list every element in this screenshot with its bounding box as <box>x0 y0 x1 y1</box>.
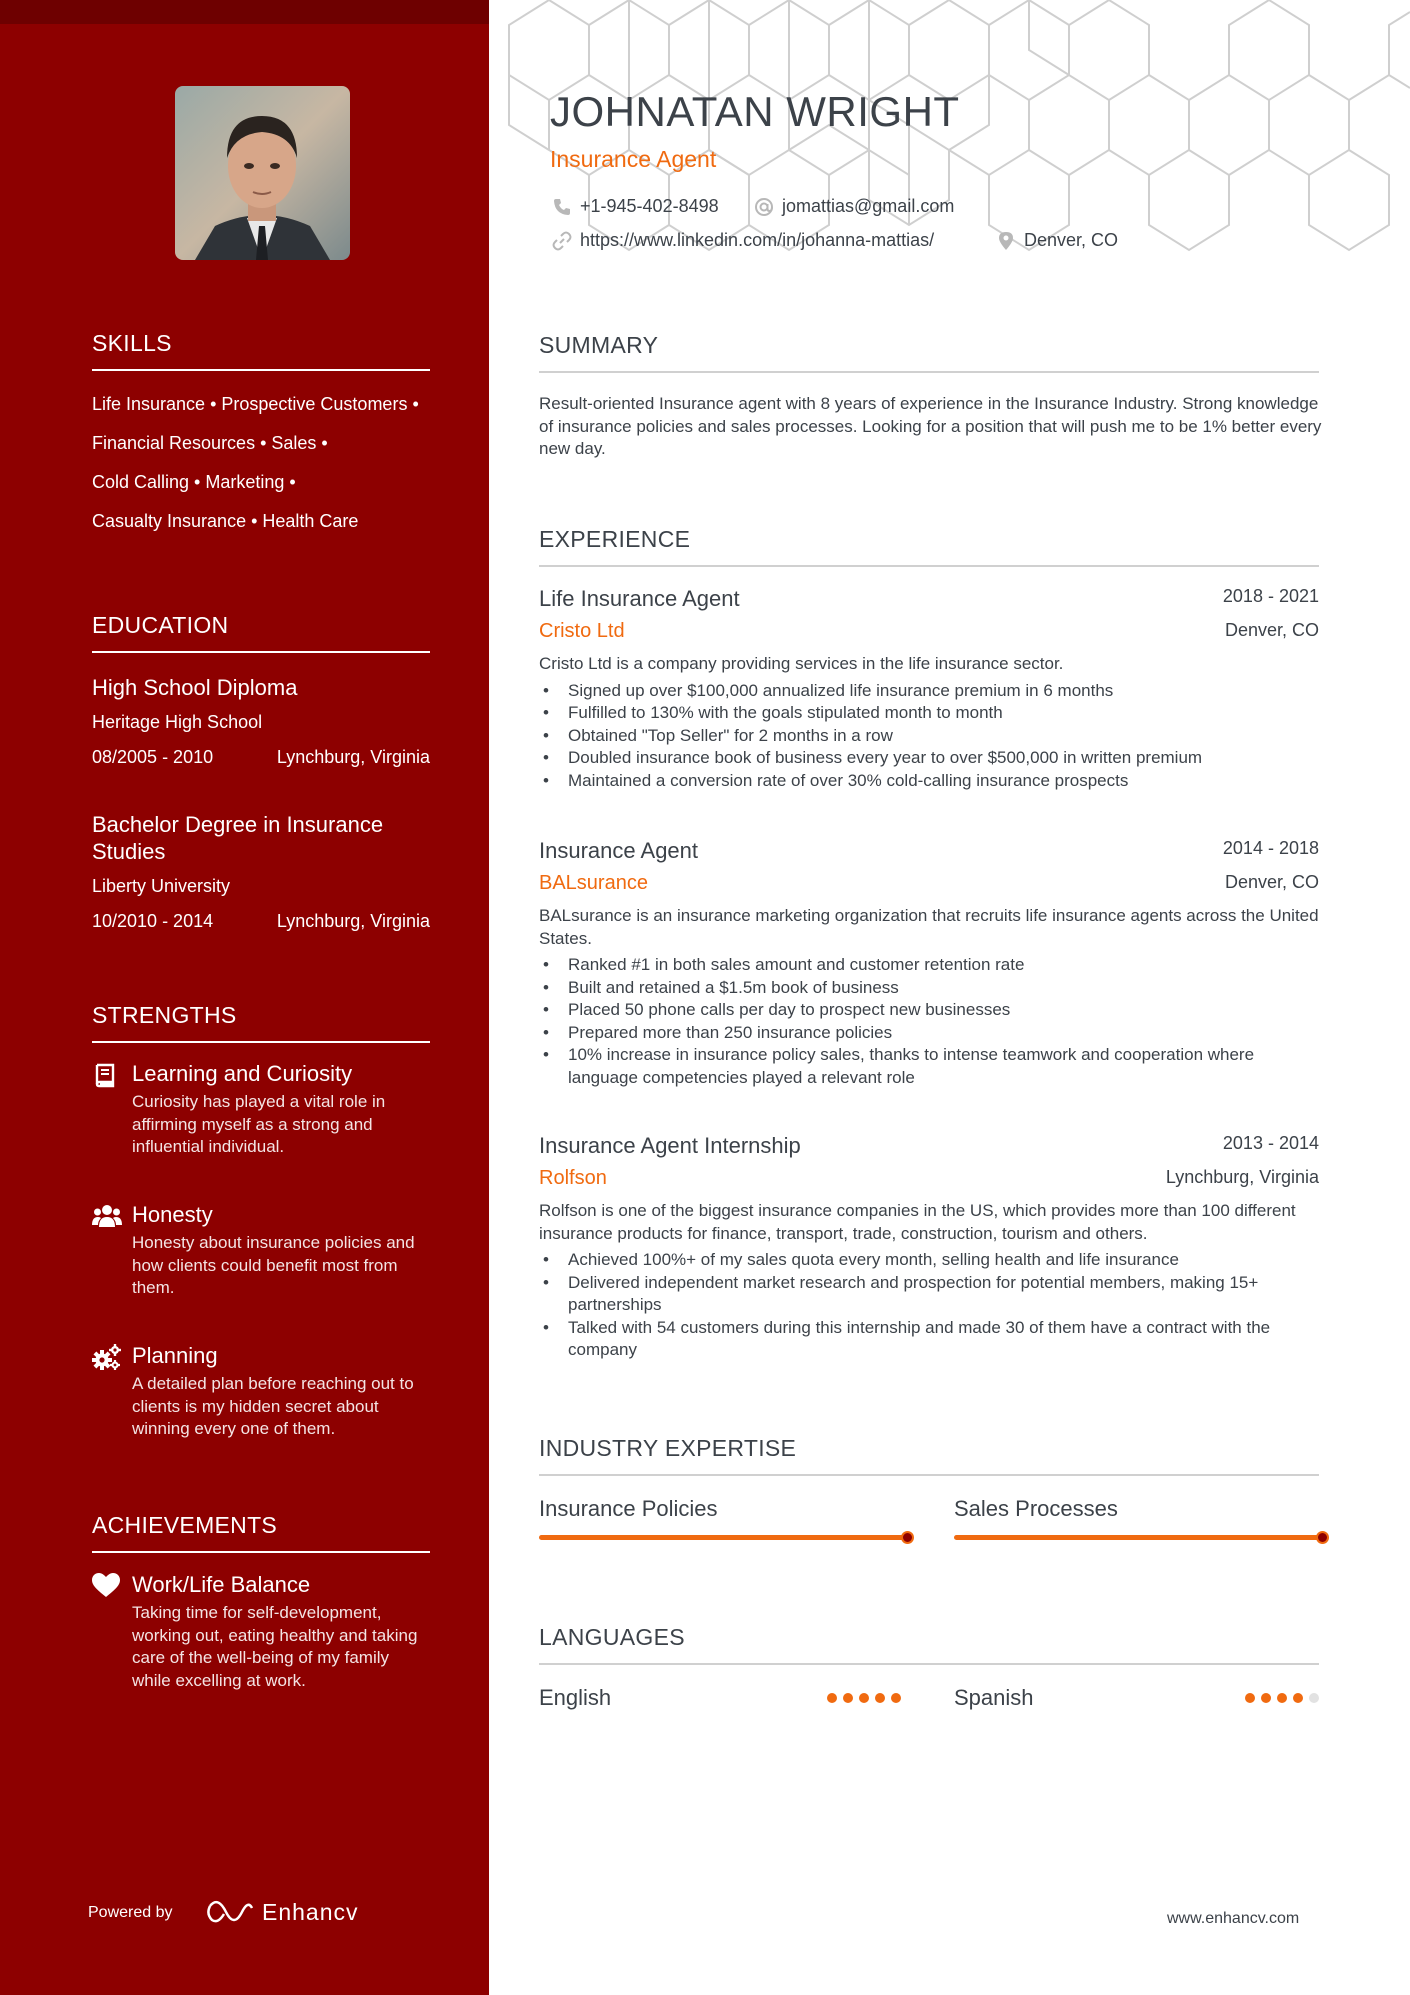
experience-title: EXPERIENCE <box>539 526 1319 567</box>
job-description: Cristo Ltd is a company providing services in the life insurance sector. <box>539 654 1064 673</box>
education-dates: 08/2005 - 2010 <box>92 747 214 767</box>
job-entry <box>539 838 1319 1089</box>
education-school: Liberty University <box>92 876 231 896</box>
job-bullet: • Fulfilled to 130% with the goals stipulated month to month <box>539 702 1319 725</box>
job-company: Rolfson <box>539 1167 607 1189</box>
achievements-title: ACHIEVEMENTS <box>92 1512 430 1553</box>
linkedin-url: https://www.linkedin.com/in/johanna-mattias/ <box>580 230 935 250</box>
link-icon <box>552 231 572 251</box>
education-item <box>92 674 430 768</box>
skills-line: Cold Calling • Marketing • <box>92 472 296 492</box>
strength-title: Learning and Curiosity <box>132 1061 353 1086</box>
language-item <box>954 1685 1319 1711</box>
email-contact[interactable] <box>754 196 954 217</box>
strength-desc: A detailed plan before reaching out to clients is my hidden secret about winning every one of them. <box>132 1374 414 1438</box>
level-dot-filled <box>843 1693 853 1703</box>
expertise-knob <box>1316 1531 1329 1544</box>
language-level-dots <box>1245 1693 1319 1703</box>
job-bullet: • Prepared more than 250 insurance policies <box>539 1022 1319 1045</box>
job-title: Life Insurance Agent <box>539 586 740 611</box>
expertise-label: Insurance Policies <box>539 1496 718 1521</box>
job-location: Lynchburg, Virginia <box>1165 1167 1319 1187</box>
expertise-title: INDUSTRY EXPERTISE <box>539 1435 1319 1476</box>
job-bullet: • Signed up over $100,000 annualized life insurance premium in 6 months <box>539 680 1319 703</box>
skills-line: Financial Resources • Sales • <box>92 433 328 453</box>
phone-icon <box>552 197 572 217</box>
education-degree: High School Diploma <box>92 675 298 700</box>
education-location: Lynchburg, Virginia <box>276 747 430 767</box>
at-icon <box>754 197 774 217</box>
languages-title: LANGUAGES <box>539 1624 1319 1665</box>
strengths-title: STRENGTHS <box>92 1002 430 1043</box>
strength-item <box>92 1060 432 1159</box>
job-entry <box>539 1133 1319 1362</box>
language-item <box>539 1685 901 1711</box>
sidebar-top-band <box>0 0 489 24</box>
job-dates: 2014 - 2018 <box>1222 838 1319 858</box>
job-bullet: • Placed 50 phone calls per day to prospect new businesses <box>539 999 1319 1022</box>
education-item <box>92 811 430 932</box>
expertise-knob <box>901 1531 914 1544</box>
job-bullet: • Doubled insurance book of business every year to over $500,000 in written premium <box>539 747 1319 770</box>
level-dot-filled <box>1261 1693 1271 1703</box>
job-bullet: • Obtained "Top Seller" for 2 months in a row <box>539 725 1319 748</box>
job-entry <box>539 586 1319 792</box>
job-bullet: • Built and retained a $1.5m book of business <box>539 977 1319 1000</box>
job-company: Cristo Ltd <box>539 620 625 642</box>
job-title: Insurance Agent <box>539 838 699 863</box>
level-dot-filled <box>875 1693 885 1703</box>
job-location: Denver, CO <box>1224 872 1319 892</box>
heart-icon <box>92 1573 120 1599</box>
level-dot-filled <box>1245 1693 1255 1703</box>
enhancv-logo-icon <box>206 1898 254 1926</box>
website-link[interactable]: www.enhancv.com <box>1167 1910 1300 1927</box>
summary-text: Result-oriented Insurance agent with 8 years of experience in the Insurance Industry. Strong knowledge of insurance policies and sales processes. Looking for a position that will push me to be 1% better every new day. <box>539 394 1322 458</box>
location-text: Denver, CO <box>1024 230 1119 250</box>
expertise-item <box>954 1496 1324 1522</box>
achievement-title: Work/Life Balance <box>132 1572 311 1597</box>
language-name: English <box>539 1685 612 1710</box>
job-description: BALsurance is an insurance marketing organization that recruits life insurance agents across the United States. <box>539 906 1319 948</box>
level-dot-filled <box>1277 1693 1287 1703</box>
gears-icon <box>92 1344 120 1370</box>
enhancv-logo[interactable] <box>206 1898 359 1926</box>
enhancv-brand-name: Enhancv <box>262 1898 359 1925</box>
education-location: Lynchburg, Virginia <box>276 911 430 931</box>
job-dates: 2013 - 2014 <box>1222 1133 1319 1153</box>
education-dates: 10/2010 - 2014 <box>92 911 214 931</box>
sidebar <box>0 0 489 1995</box>
job-dates: 2018 - 2021 <box>1222 586 1319 606</box>
education-school: Heritage High School <box>92 712 263 732</box>
candidate-name: JOHNATAN WRIGHT <box>550 88 960 135</box>
phone-contact[interactable] <box>552 196 719 217</box>
job-title: Insurance Agent Internship <box>539 1133 801 1158</box>
strength-item <box>92 1342 432 1441</box>
achievement-desc: Taking time for self-development, working out, eating healthy and taking care of the well-being of my family while excelling at work. <box>132 1603 418 1690</box>
users-icon <box>92 1203 120 1229</box>
expertise-bar <box>539 1535 909 1540</box>
location-contact <box>996 230 1118 251</box>
job-bullets <box>539 954 1319 1089</box>
book-icon <box>92 1062 120 1088</box>
skills-line: Casualty Insurance • Health Care <box>92 511 359 531</box>
job-bullet: • Ranked #1 in both sales amount and customer retention rate <box>539 954 1319 977</box>
education-title: EDUCATION <box>92 612 430 653</box>
skills-title: SKILLS <box>92 330 430 371</box>
skills-line: Life Insurance • Prospective Customers • <box>92 394 419 414</box>
strength-title: Planning <box>132 1343 218 1368</box>
job-bullet: • Delivered independent market research and prospection for potential members, making 15+ partnerships <box>539 1272 1319 1317</box>
phone-number: +1-945-402-8498 <box>580 196 719 216</box>
expertise-label: Sales Processes <box>954 1496 1118 1521</box>
job-bullets <box>539 680 1319 793</box>
email-address: jomattias@gmail.com <box>782 196 955 216</box>
level-dot-filled <box>827 1693 837 1703</box>
expertise-bar <box>954 1535 1324 1540</box>
strength-desc: Curiosity has played a vital role in affirming myself as a strong and influential individual. <box>132 1092 386 1156</box>
achievement-item <box>92 1571 432 1692</box>
job-bullet: • Maintained a conversion rate of over 30% cold-calling insurance prospects <box>539 770 1319 793</box>
job-bullets <box>539 1249 1319 1362</box>
strength-desc: Honesty about insurance policies and how clients could benefit most from them. <box>132 1233 415 1297</box>
profile-photo <box>175 86 350 260</box>
language-level-dots <box>827 1693 901 1703</box>
job-bullet: • Talked with 54 customers during this internship and made 30 of them have a contract with the company <box>539 1317 1319 1362</box>
linkedin-contact[interactable] <box>552 230 934 251</box>
location-pin-icon <box>996 231 1016 251</box>
strength-item <box>92 1201 432 1300</box>
job-bullet: • Achieved 100%+ of my sales quota every month, selling health and life insurance <box>539 1249 1319 1272</box>
job-location: Denver, CO <box>1224 620 1319 640</box>
level-dot-filled <box>859 1693 869 1703</box>
job-company: BALsurance <box>539 872 648 894</box>
expertise-item <box>539 1496 909 1522</box>
job-bullet: • 10% increase in insurance policy sales, thanks to intense teamwork and cooperation where language competencies played a relevant role <box>539 1044 1319 1089</box>
level-dot-empty <box>1309 1693 1319 1703</box>
level-dot-filled <box>891 1693 901 1703</box>
summary-title: SUMMARY <box>539 332 1319 373</box>
powered-by-label: Powered by <box>88 1904 173 1921</box>
skills-list <box>92 392 442 548</box>
language-name: Spanish <box>954 1685 1034 1710</box>
candidate-role: Insurance Agent <box>550 146 717 172</box>
job-description: Rolfson is one of the biggest insurance companies in the US, which provides more than 100 different insurance products for finance, transport, trade, construction, tourism and others. <box>539 1201 1296 1243</box>
level-dot-filled <box>1293 1693 1303 1703</box>
strength-title: Honesty <box>132 1202 213 1227</box>
education-degree: Bachelor Degree in Insurance Studies <box>92 812 384 864</box>
